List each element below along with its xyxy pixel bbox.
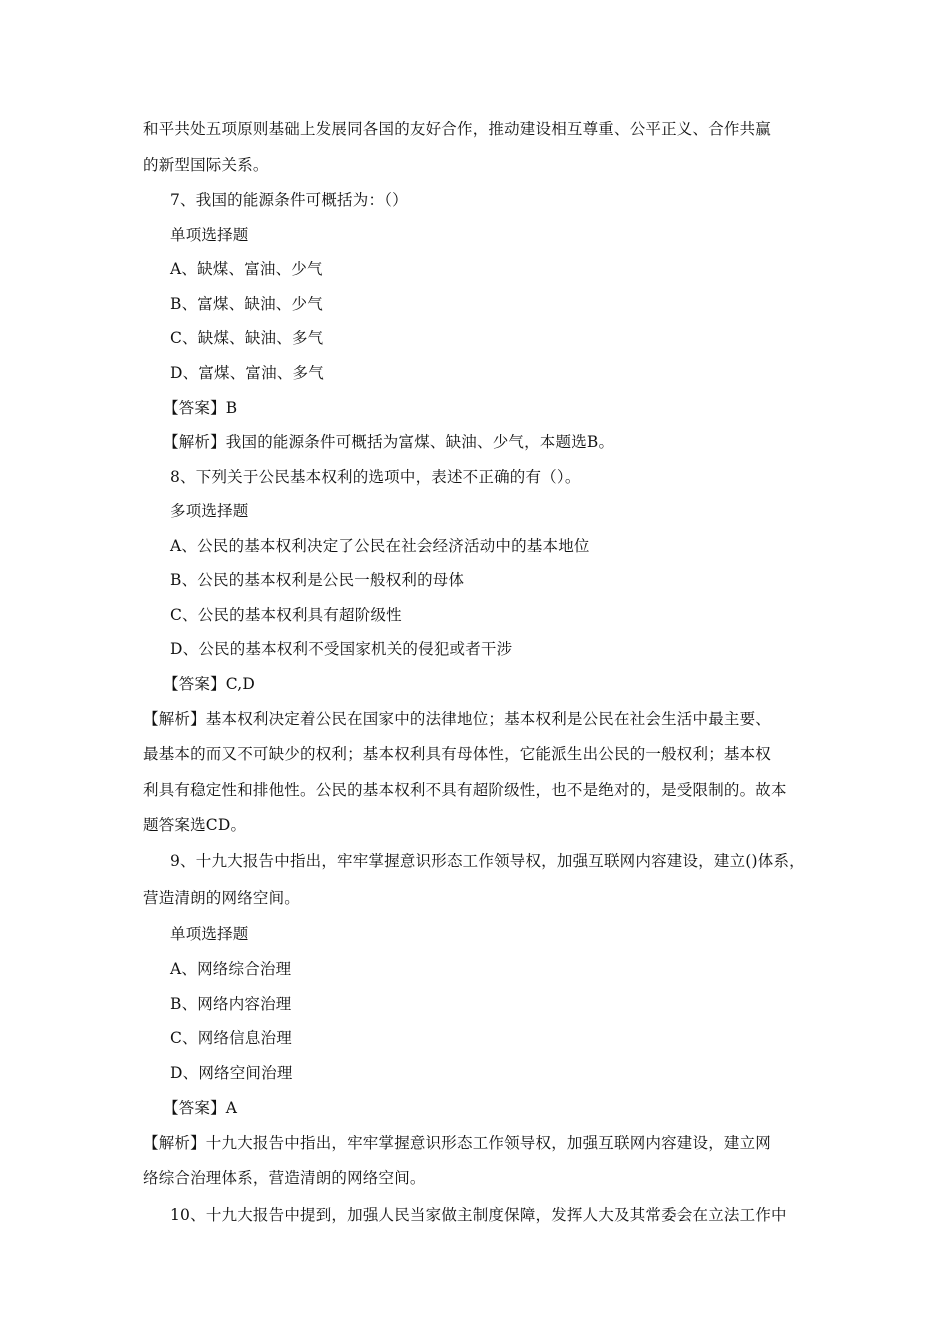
question-8-type: 多项选择题 xyxy=(170,502,249,520)
question-8-analysis-line-2: 最基本的而又不可缺少的权利；基本权利具有母体性，它能派生出公民的一般权利；基本权 xyxy=(143,745,772,763)
question-8-answer: 【答案】C,D xyxy=(163,675,256,693)
question-7-option-d: D、富煤、富油、多气 xyxy=(170,364,324,382)
continuation-line-1: 和平共处五项原则基础上发展同各国的友好合作，推动建设相互尊重、公平正义、合作共赢 xyxy=(143,120,772,138)
question-9-analysis-line-1: 【解析】十九大报告中指出，牢牢掌握意识形态工作领导权，加强互联网内容建设，建立网 xyxy=(143,1134,772,1152)
question-8-text: 8、下列关于公民基本权利的选项中，表述不正确的有（）。 xyxy=(170,468,581,486)
question-10-text: 10、十九大报告中提到，加强人民当家做主制度保障，发挥人大及其常委会在立法工作中 xyxy=(170,1206,787,1224)
question-7-option-b: B、富煤、缺油、少气 xyxy=(170,295,323,313)
question-9-option-c: C、网络信息治理 xyxy=(170,1029,292,1047)
question-8-option-c: C、公民的基本权利具有超阶级性 xyxy=(170,606,402,624)
question-9-text-line-2: 营造清朗的网络空间。 xyxy=(143,889,301,907)
question-7-answer: 【答案】B xyxy=(163,399,238,417)
question-8-analysis-line-1: 【解析】基本权利决定着公民在国家中的法律地位；基本权利是公民在社会生活中最主要、 xyxy=(143,710,772,728)
question-9-option-a: A、网络综合治理 xyxy=(170,960,292,978)
question-9-analysis-line-2: 络综合治理体系，营造清朗的网络空间。 xyxy=(143,1169,426,1187)
question-8-analysis-line-4: 题答案选CD。 xyxy=(143,816,247,834)
question-7-analysis: 【解析】我国的能源条件可概括为富煤、缺油、少气，本题选B。 xyxy=(163,433,615,451)
question-7-option-c: C、缺煤、缺油、多气 xyxy=(170,329,324,347)
question-7-type: 单项选择题 xyxy=(170,226,249,244)
question-8-option-b: B、公民的基本权利是公民一般权利的母体 xyxy=(170,571,465,589)
question-8-option-a: A、公民的基本权利决定了公民在社会经济活动中的基本地位 xyxy=(170,537,590,555)
question-7-text: 7、我国的能源条件可概括为：（） xyxy=(170,191,408,209)
question-9-answer: 【答案】A xyxy=(163,1099,238,1117)
question-9-text-line-1: 9、十九大报告中指出，牢牢掌握意识形态工作领导权，加强互联网内容建设，建立()体系， xyxy=(170,852,805,870)
question-8-option-d: D、公民的基本权利不受国家机关的侵犯或者干涉 xyxy=(170,640,513,658)
question-9-option-b: B、网络内容治理 xyxy=(170,995,292,1013)
question-9-option-d: D、网络空间治理 xyxy=(170,1064,293,1082)
continuation-line-2: 的新型国际关系。 xyxy=(143,156,269,174)
question-8-analysis-line-3: 利具有稳定性和排他性。公民的基本权利不具有超阶级性，也不是绝对的，是受限制的。故本 xyxy=(143,781,787,799)
question-7-option-a: A、缺煤、富油、少气 xyxy=(170,260,323,278)
question-9-type: 单项选择题 xyxy=(170,925,249,943)
